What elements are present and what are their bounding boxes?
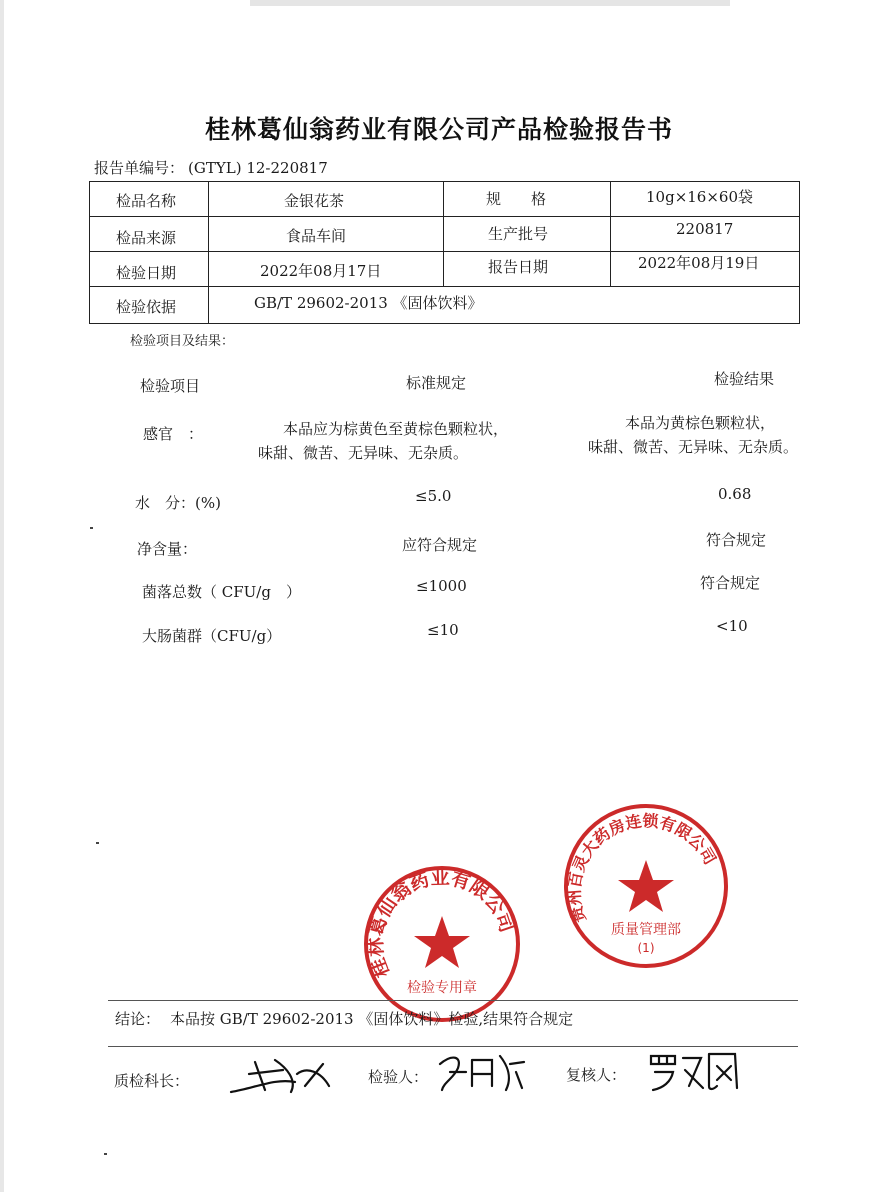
quality-dept-seal [560, 800, 732, 972]
conclusion-label: 结论： [115, 1010, 161, 1028]
scan-speck [90, 527, 93, 529]
results-section-label: 检验项目及结果： [130, 334, 235, 349]
qc-head-signature [225, 1052, 335, 1098]
conclusion-rule-top [108, 1000, 798, 1001]
report-number-value: (GTYL) 12-220817 [188, 159, 328, 177]
quality-dept-seal-subtext: 质量管理部 [611, 922, 681, 938]
result-row-item: 菌落总数（ CFU/g ） [142, 583, 301, 601]
scan-edge-left [0, 0, 4, 1192]
result-row-standard: 味甜、微苦、无异味、无杂质。 [258, 444, 469, 462]
spec-label: 规 格 [486, 190, 547, 208]
result-row-item: 感官 ： [143, 425, 204, 443]
scan-speck [96, 842, 99, 844]
source-value: 食品车间 [286, 227, 347, 245]
conclusion-text: 本品按 GB/T 29602-2013 《固体饮料》检验,结果符合规定 [170, 1010, 574, 1028]
reviewer-signature [645, 1046, 745, 1094]
header-result: 检验结果 [714, 370, 775, 388]
qc-head-label: 质检科长： [114, 1072, 190, 1090]
result-row-result: 本品为黄棕色颗粒状， [625, 414, 776, 432]
report-title: 桂林葛仙翁药业有限公司产品检验报告书 [205, 115, 674, 144]
result-row-standard: 本品应为棕黄色至黄棕色颗粒状， [283, 420, 509, 438]
table-divider [208, 182, 209, 323]
reviewer-label: 复核人： [566, 1066, 627, 1084]
report-date-value: 2022年08月19日 [638, 254, 760, 272]
result-row-standard: ≤5.0 [415, 487, 452, 505]
quality-dept-seal-number: (1) [637, 941, 655, 955]
report-number-label: 报告单编号： [94, 159, 185, 177]
inspector-label: 检验人： [368, 1068, 429, 1086]
result-row-result: <10 [716, 617, 748, 635]
scan-artifact-top [250, 0, 730, 6]
table-row-divider [90, 286, 799, 287]
conclusion [115, 1008, 573, 1029]
report-date-label: 报告日期 [488, 258, 549, 276]
test-date-value: 2022年08月17日 [260, 262, 382, 280]
basis-label: 检验依据 [116, 298, 177, 316]
header-item: 检验项目 [140, 377, 201, 395]
quality-dept-seal-text: 贵州百灵大药房连锁有限公司 [564, 811, 720, 925]
result-row-result: 味甜、微苦、无异味、无杂质。 [588, 438, 799, 456]
scan-speck [104, 1153, 107, 1155]
result-row-result: 符合规定 [700, 574, 761, 592]
table-divider [610, 182, 611, 287]
report-number [94, 157, 328, 178]
company-seal-subtext: 检验专用章 [407, 980, 477, 996]
batch-value: 220817 [676, 220, 734, 238]
result-row-result: 0.68 [718, 485, 752, 503]
result-row-result: 符合规定 [706, 531, 767, 549]
table-row-divider [90, 216, 799, 217]
result-row-item: 水 分：(%) [135, 494, 221, 512]
result-row-standard: 应符合规定 [402, 536, 478, 554]
company-seal-text: 桂林葛仙翁药业有限公司 [364, 866, 518, 981]
result-row-item: 净含量： [137, 540, 198, 558]
product-info-table [89, 181, 800, 324]
header-standard: 标准规定 [406, 374, 467, 392]
spec-value: 10g×16×60袋 [646, 188, 753, 206]
result-row-item: 大肠菌群（CFU/g） [142, 627, 282, 645]
table-divider [443, 182, 444, 287]
inspector-signature [432, 1046, 528, 1096]
product-name-label: 检品名称 [116, 192, 177, 210]
result-row-standard: ≤10 [427, 621, 459, 639]
result-row-standard: ≤1000 [416, 577, 467, 595]
test-date-label: 检验日期 [116, 264, 177, 282]
basis-value: GB/T 29602-2013 《固体饮料》 [254, 294, 483, 312]
batch-label: 生产批号 [488, 225, 549, 243]
product-name-value: 金银花茶 [284, 192, 345, 210]
company-seal [360, 862, 524, 1026]
source-label: 检品来源 [116, 229, 177, 247]
